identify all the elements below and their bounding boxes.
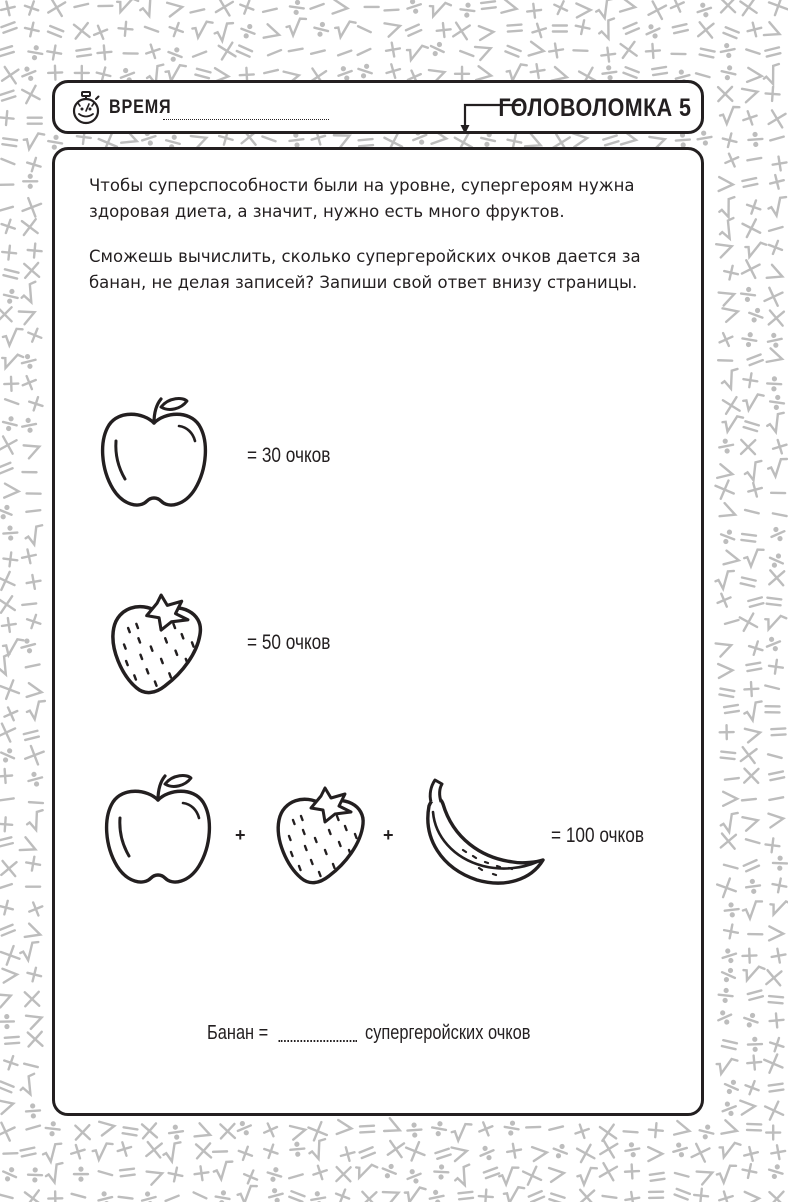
answer-input-blank[interactable]	[278, 1024, 357, 1042]
strawberry-icon	[275, 786, 367, 886]
strawberry-icon	[107, 593, 207, 696]
time-input-line[interactable]	[163, 119, 329, 120]
plus-sign: +	[383, 825, 394, 845]
header-bar	[52, 80, 704, 134]
intro-paragraph-2: Сможешь вычислить, сколько супергеройских очков дается за банан, не делая записей? Запиши свой ответ внизу страницы.	[89, 247, 641, 292]
apple-points-label: = 30 очков	[247, 444, 331, 467]
banana-icon	[419, 776, 549, 888]
answer-suffix: супергеройских очков	[365, 1022, 531, 1044]
strawberry-points-label: = 50 очков	[247, 631, 331, 654]
apple-icon	[101, 772, 215, 892]
answer-prefix: Банан =	[207, 1022, 269, 1044]
stopwatch-icon	[69, 91, 103, 125]
combo-total-label: = 100 очков	[551, 824, 644, 847]
time-label: ВРЕМЯ	[109, 97, 172, 118]
answer-line	[207, 1022, 530, 1045]
content-panel	[52, 147, 704, 1116]
apple-icon	[99, 395, 209, 515]
puzzle-title: ГОЛОВОЛОМКА 5	[498, 94, 691, 122]
intro-paragraph-1: Чтобы суперспособности были на уровне, супергероям нужна здоровая диета, а значит, нужно есть много фруктов.	[89, 176, 635, 221]
plus-sign: +	[235, 825, 246, 845]
